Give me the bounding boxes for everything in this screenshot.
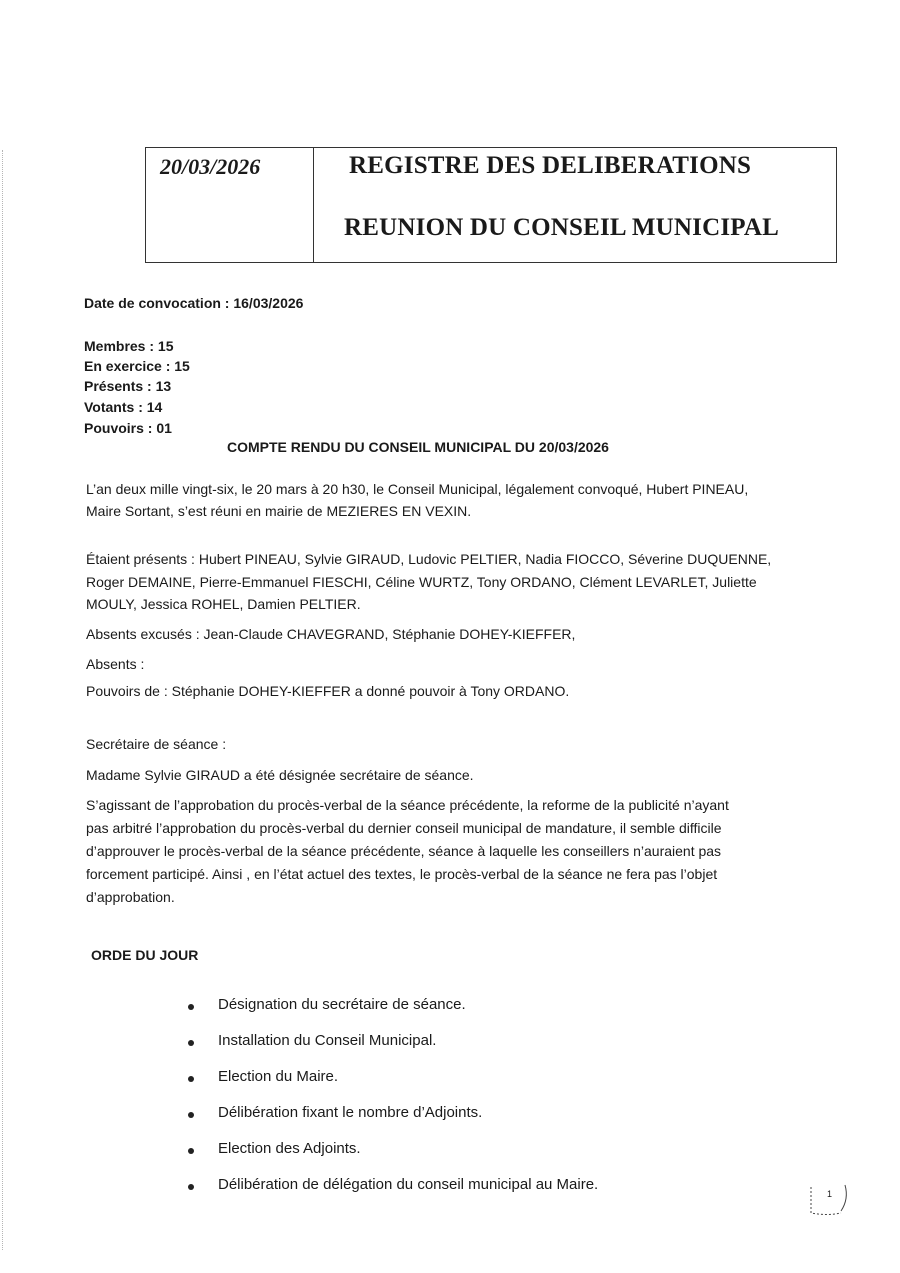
intro-line-1: L’an deux mille vingt-six, le 20 mars à 20 h30, le Conseil Municipal, légalement convoqué, Hubert PINEAU, — [86, 481, 749, 497]
agenda-item — [188, 1140, 598, 1176]
header-subtitle: REUNION DU CONSEIL MUNICIPAL — [344, 214, 780, 241]
presents-line-2: Roger DEMAINE, Pierre-Emmanuel FIESCHI, Céline WURTZ, Tony ORDANO, Clément LEVARLET, Juliette — [86, 574, 757, 590]
bullet-icon — [188, 1148, 194, 1154]
approbation-line-5: d’approbation. — [86, 889, 175, 905]
bullet-icon — [188, 1004, 194, 1010]
convocation-date: Date de convocation : 16/03/2026 — [84, 295, 304, 311]
stat-presents: Présents : 13 — [84, 378, 172, 394]
agenda-item-label: Installation du Conseil Municipal. — [218, 1032, 437, 1049]
absents: Absents : — [86, 656, 145, 672]
secretaire-text: Madame Sylvie GIRAUD a été désignée secrétaire de séance. — [86, 767, 474, 783]
approbation-line-3: d’approuver le procès-verbal de la séance précédente, séance à laquelle les conseillers n’auraient pas — [86, 843, 722, 859]
agenda-item — [188, 1032, 598, 1068]
agenda-item-label: Election du Maire. — [218, 1068, 339, 1085]
header-title: REGISTRE DES DELIBERATIONS — [349, 152, 752, 179]
stat-pouvoirs: Pouvoirs : 01 — [84, 420, 172, 436]
agenda-item — [188, 996, 598, 1032]
ordre-du-jour-title: ORDE DU JOUR — [91, 947, 199, 963]
presents-line-3: MOULY, Jessica ROHEL, Damien PELTIER. — [86, 596, 361, 612]
absents-excuses: Absents excusés : Jean-Claude CHAVEGRAND, Stéphanie DOHEY-KIEFFER, — [86, 626, 576, 642]
bullet-icon — [188, 1076, 194, 1082]
approbation-line-2: pas arbitré l’approbation du procès-verbal du dernier conseil municipal de mandature, il semble difficile — [86, 820, 722, 836]
report-title: COMPTE RENDU DU CONSEIL MUNICIPAL DU 20/03/2026 — [227, 439, 609, 455]
intro-line-2: Maire Sortant, s’est réuni en mairie de MEZIERES EN VEXIN. — [86, 503, 472, 519]
bullet-icon — [188, 1040, 194, 1046]
agenda-list — [188, 996, 598, 1212]
presents-line-1: Étaient présents : Hubert PINEAU, Sylvie GIRAUD, Ludovic PELTIER, Nadia FIOCCO, Séverine DUQUENNE, — [86, 551, 772, 567]
agenda-item-label: Délibération fixant le nombre d’Adjoints. — [218, 1104, 483, 1121]
page-number: 1 — [827, 1189, 833, 1199]
agenda-item — [188, 1068, 598, 1104]
bullet-icon — [188, 1184, 194, 1190]
stat-exercice: En exercice : 15 — [84, 358, 190, 374]
agenda-item-label: Election des Adjoints. — [218, 1140, 361, 1157]
agenda-item-label: Délibération de délégation du conseil municipal au Maire. — [218, 1176, 599, 1193]
page-number-mark — [807, 1183, 851, 1217]
header-divider — [313, 148, 314, 262]
scan-edge — [2, 150, 4, 1250]
agenda-item-label: Désignation du secrétaire de séance. — [218, 996, 466, 1013]
approbation-line-4: forcement participé. Ainsi , en l’état actuel des textes, le procès-verbal de la séance ne fera pas l’objet — [86, 866, 718, 882]
header-date: 20/03/2026 — [160, 154, 261, 179]
stat-votants: Votants : 14 — [84, 399, 163, 415]
stat-membres: Membres : 15 — [84, 338, 174, 354]
agenda-item — [188, 1176, 598, 1212]
agenda-item — [188, 1104, 598, 1140]
secretaire-label: Secrétaire de séance : — [86, 736, 227, 752]
approbation-line-1: S’agissant de l’approbation du procès-verbal de la séance précédente, la reforme de la publicité n’ayant — [86, 797, 729, 813]
bullet-icon — [188, 1112, 194, 1118]
pouvoirs: Pouvoirs de : Stéphanie DOHEY-KIEFFER a donné pouvoir à Tony ORDANO. — [86, 683, 570, 699]
header-box — [145, 147, 837, 263]
